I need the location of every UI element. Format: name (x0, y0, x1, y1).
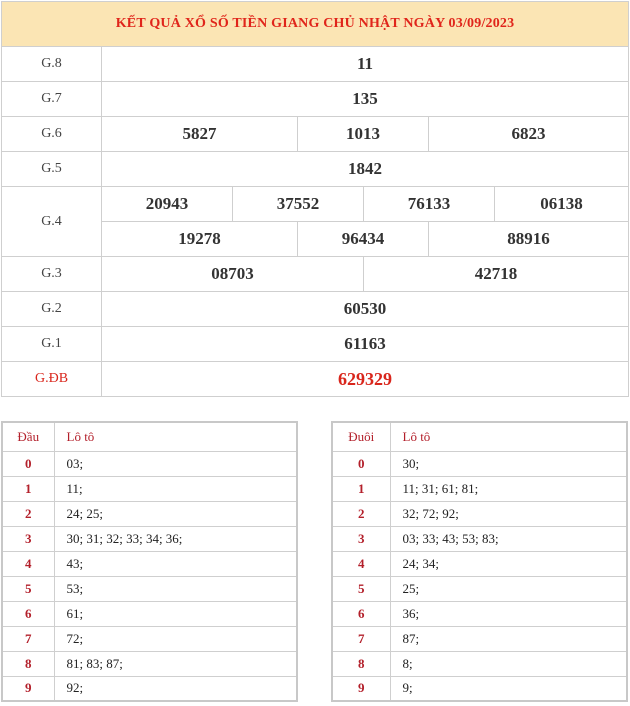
duoi-row (332, 601, 627, 626)
duoi-values: 03; 33; 43; 53; 83; (390, 526, 627, 551)
duoi-row (332, 501, 627, 526)
prize-row-g4-a (2, 187, 629, 222)
prize-number: 42718 (364, 257, 629, 292)
dau-values: 03; (54, 451, 297, 476)
duoi-values: 11; 31; 61; 81; (390, 476, 627, 501)
dau-row (2, 526, 297, 551)
prize-number: 11 (102, 47, 629, 82)
duoi-values: 30; (390, 451, 627, 476)
duoi-digit: 8 (332, 651, 390, 676)
duoi-digit: 6 (332, 601, 390, 626)
duoi-row (332, 651, 627, 676)
dau-header-values: Lô tô (54, 422, 297, 451)
dau-row (2, 676, 297, 701)
dau-values: 30; 31; 32; 33; 34; 36; (54, 526, 297, 551)
prize-row-g1 (2, 327, 629, 362)
dau-loto-table (1, 421, 298, 702)
dau-values: 81; 83; 87; (54, 651, 297, 676)
duoi-digit: 2 (332, 501, 390, 526)
prize-number: 88916 (429, 222, 629, 257)
duoi-values: 8; (390, 651, 627, 676)
duoi-digit: 0 (332, 451, 390, 476)
dau-values: 24; 25; (54, 501, 297, 526)
prize-label-g2: G.2 (2, 292, 102, 327)
dau-digit: 2 (2, 501, 54, 526)
prize-number: 08703 (102, 257, 364, 292)
duoi-digit: 7 (332, 626, 390, 651)
duoi-digit: 9 (332, 676, 390, 701)
duoi-header-key: Đuôi (332, 422, 390, 451)
duoi-values: 24; 34; (390, 551, 627, 576)
duoi-digit: 4 (332, 551, 390, 576)
dau-digit: 6 (2, 601, 54, 626)
prize-row-g5 (2, 152, 629, 187)
dau-row (2, 601, 297, 626)
duoi-values: 32; 72; 92; (390, 501, 627, 526)
dau-header-key: Đầu (2, 422, 54, 451)
duoi-row (332, 526, 627, 551)
prize-row-special (2, 362, 629, 397)
dau-row (2, 476, 297, 501)
duoi-header-values: Lô tô (390, 422, 627, 451)
dau-row (2, 501, 297, 526)
prize-number: 76133 (364, 187, 495, 222)
prize-number: 135 (102, 82, 629, 117)
dau-digit: 5 (2, 576, 54, 601)
prize-row-g3 (2, 257, 629, 292)
dau-header-row (2, 422, 297, 451)
prize-number: 06138 (495, 187, 629, 222)
dau-row (2, 576, 297, 601)
prize-number: 1013 (298, 117, 429, 152)
prize-label-g4: G.4 (2, 187, 102, 257)
duoi-digit: 5 (332, 576, 390, 601)
duoi-row (332, 551, 627, 576)
dau-digit: 9 (2, 676, 54, 701)
dau-digit: 7 (2, 626, 54, 651)
prize-label-special: G.ĐB (2, 362, 102, 397)
dau-values: 11; (54, 476, 297, 501)
dau-values: 53; (54, 576, 297, 601)
dau-values: 43; (54, 551, 297, 576)
prize-row-g7 (2, 82, 629, 117)
dau-digit: 8 (2, 651, 54, 676)
prize-number: 5827 (102, 117, 298, 152)
prize-label-g8: G.8 (2, 47, 102, 82)
dau-row (2, 626, 297, 651)
prize-number: 96434 (298, 222, 429, 257)
prize-row-g8 (2, 47, 629, 82)
dau-values: 92; (54, 676, 297, 701)
dau-row (2, 551, 297, 576)
duoi-values: 87; (390, 626, 627, 651)
duoi-loto-table (331, 421, 628, 702)
prize-label-g6: G.6 (2, 117, 102, 152)
special-prize-number: 629329 (102, 362, 629, 397)
duoi-row (332, 676, 627, 701)
prize-number: 60530 (102, 292, 629, 327)
dau-digit: 3 (2, 526, 54, 551)
prize-number: 1842 (102, 152, 629, 187)
duoi-row (332, 576, 627, 601)
prize-row-g2 (2, 292, 629, 327)
title-row (2, 2, 629, 47)
dau-digit: 0 (2, 451, 54, 476)
duoi-header-row (332, 422, 627, 451)
duoi-values: 36; (390, 601, 627, 626)
duoi-digit: 1 (332, 476, 390, 501)
prize-number: 20943 (102, 187, 233, 222)
prize-number: 19278 (102, 222, 298, 257)
prize-number: 6823 (429, 117, 629, 152)
duoi-row (332, 476, 627, 501)
dau-values: 72; (54, 626, 297, 651)
duoi-digit: 3 (332, 526, 390, 551)
duoi-row (332, 626, 627, 651)
prize-label-g7: G.7 (2, 82, 102, 117)
duoi-row (332, 451, 627, 476)
duoi-values: 9; (390, 676, 627, 701)
dau-values: 61; (54, 601, 297, 626)
prize-label-g5: G.5 (2, 152, 102, 187)
dau-row (2, 451, 297, 476)
dau-row (2, 651, 297, 676)
prize-number: 37552 (233, 187, 364, 222)
prize-label-g3: G.3 (2, 257, 102, 292)
dau-digit: 4 (2, 551, 54, 576)
results-title: KẾT QUẢ XỔ SỐ TIỀN GIANG CHỦ NHẬT NGÀY 03/09/2023 (2, 2, 629, 47)
prize-number: 61163 (102, 327, 629, 362)
prize-label-g1: G.1 (2, 327, 102, 362)
duoi-values: 25; (390, 576, 627, 601)
lottery-results-table (1, 1, 629, 397)
dau-digit: 1 (2, 476, 54, 501)
prize-row-g6 (2, 117, 629, 152)
